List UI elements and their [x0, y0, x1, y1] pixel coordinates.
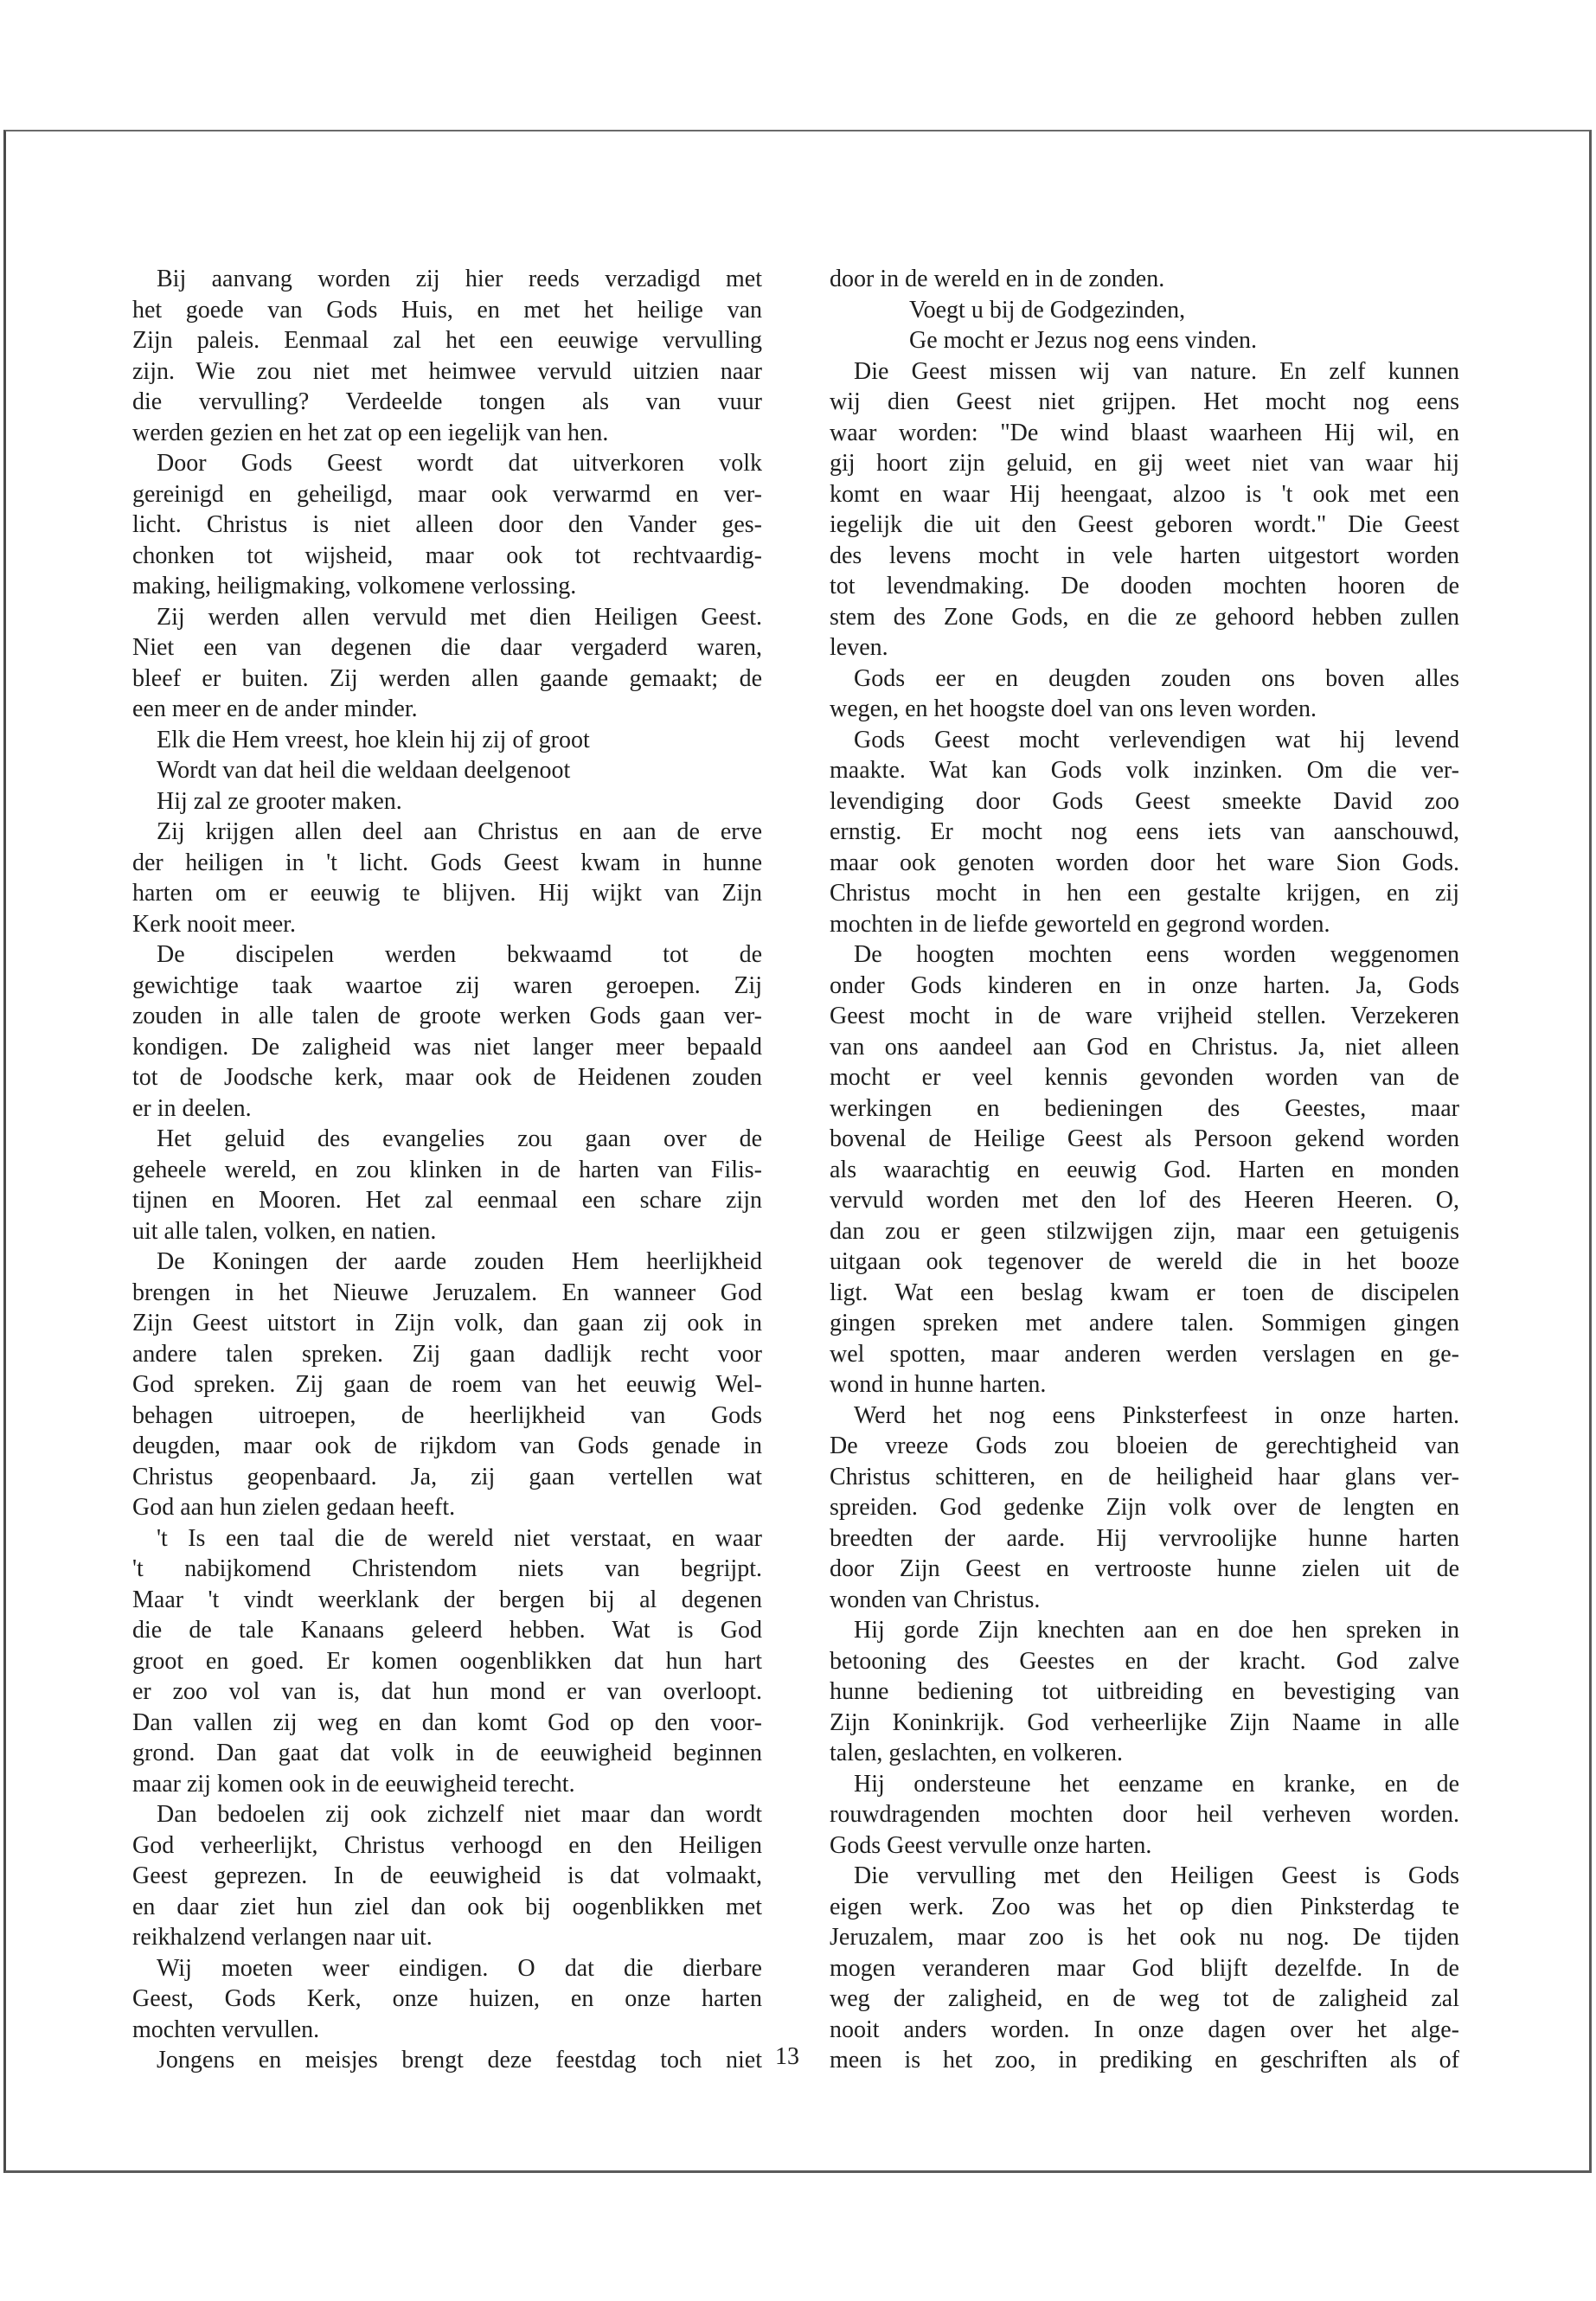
text-line: Elk die Hem vreest, hoe klein hij zij of groot	[157, 726, 590, 753]
text-line: waar worden: "De wind blaast waarheen Hij wil, en	[830, 419, 1459, 446]
text-line: Die vervulling met den Heiligen Geest is Gods	[854, 1862, 1459, 1889]
text-line: dan zou er geen stilzwijgen zijn, maar een getuigenis	[830, 1217, 1459, 1245]
text-line: nooit anders worden. In onze dagen over het alge-	[830, 2016, 1459, 2043]
text-line: gewichtige taak waartoe zij waren geroepen. Zij	[132, 971, 762, 999]
text-line: Zijn Geest uitstort in Zijn volk, dan gaan zij ook in	[132, 1310, 762, 1336]
page-number: 13	[775, 2043, 799, 2070]
text-line: tot levendmaking. De dooden mochten hooren de	[830, 573, 1459, 599]
text-line: als waarachtig en eeuwig God. Harten en monden	[830, 1156, 1459, 1183]
text-line: God aan hun zielen gedaan heeft.	[132, 1494, 456, 1521]
text-line: weg der zaligheid, en de weg tot de zaligheid zal	[830, 1985, 1459, 2012]
text-line: mochten vervullen.	[132, 2016, 320, 2043]
text-line: stem des Zone Gods, en die ze gehoord hebben zullen	[830, 603, 1459, 631]
text-line: behagen uitroepen, de heerlijkheid van Gods	[132, 1401, 762, 1429]
text-line: Niet een van degenen die daar vergaderd waren,	[132, 634, 762, 661]
text-line: Hij ondersteune het eenzame en kranke, en de	[854, 1770, 1459, 1798]
text-line: meen is het zoo, in prediking en geschriften als of	[830, 2047, 1459, 2073]
text-line: Hij zal ze grooter maken.	[157, 787, 402, 815]
text-line: wond in hunne harten.	[830, 1371, 1047, 1398]
text-line: breedten der aarde. Hij vervroolijke hunne harten	[830, 1524, 1459, 1552]
text-line: Werd het nog eens Pinksterfeest in onze harten.	[854, 1401, 1459, 1429]
text-line: rouwdragenden mochten door heil verheven worden.	[830, 1801, 1459, 1828]
text-line: kondigen. De zaligheid was niet langer meer bepaald	[132, 1033, 762, 1061]
text-line: door in de wereld en in de zonden.	[830, 266, 1165, 292]
text-line: werkingen en bedieningen des Geestes, maar	[830, 1094, 1459, 1122]
text-line: uit alle talen, volken, en natien.	[132, 1217, 437, 1245]
text-line: een meer en de ander minder.	[132, 695, 418, 722]
text-line: De hoogten mochten eens worden weggenomen	[854, 941, 1459, 968]
text-line: tijnen en Mooren. Het zal eenmaal een schare zijn	[132, 1187, 762, 1214]
text-line: De vreeze Gods zou bloeien de gerechtigheid van	[830, 1433, 1459, 1459]
text-line: Geest, Gods Kerk, onze huizen, en onze harten	[132, 1985, 762, 2012]
text-line: God spreken. Zij gaan de roem van het eeuwig Wel-	[132, 1371, 762, 1398]
text-line: geheele wereld, en zou klinken in de harten van Filis-	[132, 1156, 762, 1183]
left-column	[132, 264, 762, 2076]
text-line: het goede van Gods Huis, en met het heilige van	[132, 296, 762, 324]
text-line: Geest geprezen. In de eeuwigheid is dat volmaakt,	[132, 1862, 762, 1889]
text-line: vervuld worden met den lof des Heeren Heeren. O,	[830, 1187, 1459, 1214]
text-line: groot en goed. Er komen oogenblikken dat hun hart	[132, 1647, 762, 1675]
text-line: des levens mocht in vele harten uitgestort worden	[830, 542, 1459, 569]
text-line: deugden, maar ook de rijkdom van Gods genade in	[132, 1433, 762, 1459]
text-line: mochten in de liefde geworteld en gegrond worden.	[830, 910, 1330, 938]
text-line: eigen werk. Zoo was het op dien Pinksterdag te	[830, 1893, 1459, 1920]
text-line: onder Gods kinderen en in onze harten. Ja, Gods	[830, 971, 1459, 999]
text-line: Zijn Koninkrijk. God verheerlijke Zijn Naame in alle	[830, 1708, 1459, 1736]
text-line: Dan vallen zij weg en dan komt God op den voor-	[132, 1708, 762, 1736]
text-line: wij dien Geest niet grijpen. Het mocht nog eens	[830, 388, 1459, 415]
text-line: wonden van Christus.	[830, 1586, 1041, 1613]
text-line: die de tale Kanaans geleerd hebben. Wat is God	[132, 1617, 762, 1644]
text-line: Geest mocht in de ware vrijheid stellen. Verzekeren	[830, 1003, 1459, 1029]
text-line: gereinigd en geheiligd, maar ook verwarmd en ver-	[132, 480, 762, 508]
text-line: Hij gorde Zijn knechten aan en doe hen spreken in	[854, 1617, 1459, 1644]
text-line: 't Is een taal die de wereld niet verstaat, en waar	[157, 1524, 762, 1552]
text-line: Christus mocht in hen een gestalte krijgen, en zij	[830, 880, 1459, 907]
text-line: betooning des Geestes en der kracht. God zalve	[830, 1647, 1459, 1675]
text-line: tot de Joodsche kerk, maar ook de Heidenen zouden	[132, 1064, 762, 1091]
text-line: bovenal de Heilige Geest als Persoon gekend worden	[830, 1125, 1459, 1152]
text-line: grond. Dan gaat dat volk in de eeuwigheid beginnen	[132, 1740, 762, 1766]
text-line: die vervulling? Verdeelde tongen als van vuur	[132, 388, 762, 415]
text-line: Die Geest missen wij van nature. En zelf kunnen	[854, 357, 1459, 385]
text-line: door Zijn Geest en vertrooste hunne zielen uit de	[830, 1555, 1459, 1582]
text-line: spreiden. God gedenke Zijn volk over de lengten en	[830, 1494, 1459, 1521]
text-line: levendiging door Gods Geest smeekte David zoo	[830, 787, 1459, 815]
text-line: Zij werden allen vervuld met dien Heiligen Geest.	[157, 603, 762, 631]
text-line: God verheerlijkt, Christus verhoogd en den Heiligen	[132, 1831, 762, 1859]
text-line: De Koningen der aarde zouden Hem heerlijkheid	[157, 1248, 762, 1275]
text-line: Zijn paleis. Eenmaal zal het een eeuwige vervulling	[132, 327, 762, 354]
text-line: Wij moeten weer eindigen. O dat die dierbare	[157, 1954, 762, 1982]
text-line: uitgaan ook tegenover de wereld die in het booze	[830, 1248, 1459, 1275]
text-line: gij hoort zijn geluid, en gij weet niet van waar hij	[830, 450, 1459, 477]
text-line: Gods Geest mocht verlevendigen wat hij levend	[854, 726, 1459, 753]
text-line: der heiligen in 't licht. Gods Geest kwam in hunne	[132, 849, 762, 876]
text-line: gingen spreken met andere talen. Sommigen gingen	[830, 1310, 1459, 1336]
text-line: Ge mocht er Jezus nog eens vinden.	[909, 327, 1257, 354]
text-line: making, heiligmaking, volkomene verlossing.	[132, 573, 577, 599]
text-line: maar ook genoten worden door het ware Sion Gods.	[830, 849, 1459, 876]
text-line: en daar ziet hun ziel dan ook bij oogenblikken met	[132, 1893, 762, 1920]
text-line: werden gezien en het zat op een iegelijk van hen.	[132, 419, 609, 446]
text-line: ernstig. Er mocht nog eens iets van aanschouwd,	[830, 818, 1459, 845]
text-line: hunne bediening tot uitbreiding en bevestiging van	[830, 1678, 1459, 1705]
text-line: iegelijk die uit den Geest geboren wordt." Die Geest	[830, 511, 1459, 538]
right-column	[830, 264, 1459, 2076]
text-line: maar zij komen ook in de eeuwigheid terecht.	[132, 1770, 575, 1798]
text-line: reikhalzend verlangen naar uit.	[132, 1924, 433, 1951]
text-line: Christus geopenbaard. Ja, zij gaan vertellen wat	[132, 1463, 762, 1490]
text-line: Dan bedoelen zij ook zichzelf niet maar dan wordt	[157, 1801, 762, 1828]
text-line: van ons aandeel aan God en Christus. Ja, niet alleen	[830, 1033, 1459, 1061]
text-line: Bij aanvang worden zij hier reeds verzadigd met	[157, 266, 762, 292]
text-line: chonken tot wijsheid, maar ook tot rechtvaardig-	[132, 542, 762, 569]
text-line: er in deelen.	[132, 1094, 252, 1122]
text-line: komt en waar Hij heengaat, alzoo is 't ook met een	[830, 480, 1459, 508]
text-line: harten om er eeuwig te blijven. Hij wijkt van Zijn	[132, 880, 762, 907]
text-line: Voegt u bij de Godgezinden,	[909, 296, 1186, 324]
text-line: Door Gods Geest wordt dat uitverkoren volk	[157, 450, 762, 477]
text-line: Kerk nooit meer.	[132, 910, 296, 938]
text-line: 't nabijkomend Christendom niets van begrijpt.	[132, 1555, 762, 1582]
text-line: wel spotten, maar anderen werden verslagen en ge-	[830, 1340, 1459, 1368]
text-line: zijn. Wie zou niet met heimwee vervuld uitzien naar	[132, 357, 762, 385]
text-line: Het geluid des evangelies zou gaan over de	[157, 1125, 762, 1152]
text-line: er zoo vol van is, dat hun mond er van overloopt.	[132, 1678, 762, 1705]
text-line: Zij krijgen allen deel aan Christus en aan de erve	[157, 818, 762, 845]
text-line: De discipelen werden bekwaamd tot de	[157, 941, 762, 968]
text-line: ligt. Wat een beslag kwam er toen de discipelen	[830, 1279, 1459, 1306]
text-line: wegen, en het hoogste doel van ons leven worden.	[830, 695, 1317, 722]
text-line: talen, geslachten, en volkeren.	[830, 1740, 1123, 1766]
text-line: andere talen spreken. Zij gaan dadlijk recht voor	[132, 1340, 762, 1368]
text-line: leven.	[830, 634, 888, 661]
text-line: mogen veranderen maar God blijft dezelfde. In de	[830, 1954, 1459, 1982]
text-line: Gods eer en deugden zouden ons boven alles	[854, 664, 1459, 692]
text-line: Maar 't vindt weerklank der bergen bij al degenen	[132, 1586, 762, 1613]
text-line: Jeruzalem, maar zoo is het ook nu nog. De tijden	[830, 1924, 1459, 1951]
text-line: bleef er buiten. Zij werden allen gaande gemaakt; de	[132, 664, 762, 692]
text-line: Christus schitteren, en de heiligheid haar glans ver-	[830, 1463, 1459, 1490]
text-line: licht. Christus is niet alleen door den Vander ges-	[132, 511, 762, 538]
text-line: maakte. Wat kan Gods volk inzinken. Om die ver-	[830, 757, 1459, 784]
text-line: zouden in alle talen de groote werken Gods gaan ver-	[132, 1003, 762, 1029]
text-line: mocht er veel kennis gevonden worden van de	[830, 1064, 1459, 1091]
text-line: Gods Geest vervulle onze harten.	[830, 1831, 1152, 1859]
text-line: Wordt van dat heil die weldaan deelgenoot	[157, 757, 571, 784]
text-line: Jongens en meisjes brengt deze feestdag toch niet	[157, 2047, 762, 2073]
text-line: brengen in het Nieuwe Jeruzalem. En wanneer God	[132, 1279, 762, 1306]
